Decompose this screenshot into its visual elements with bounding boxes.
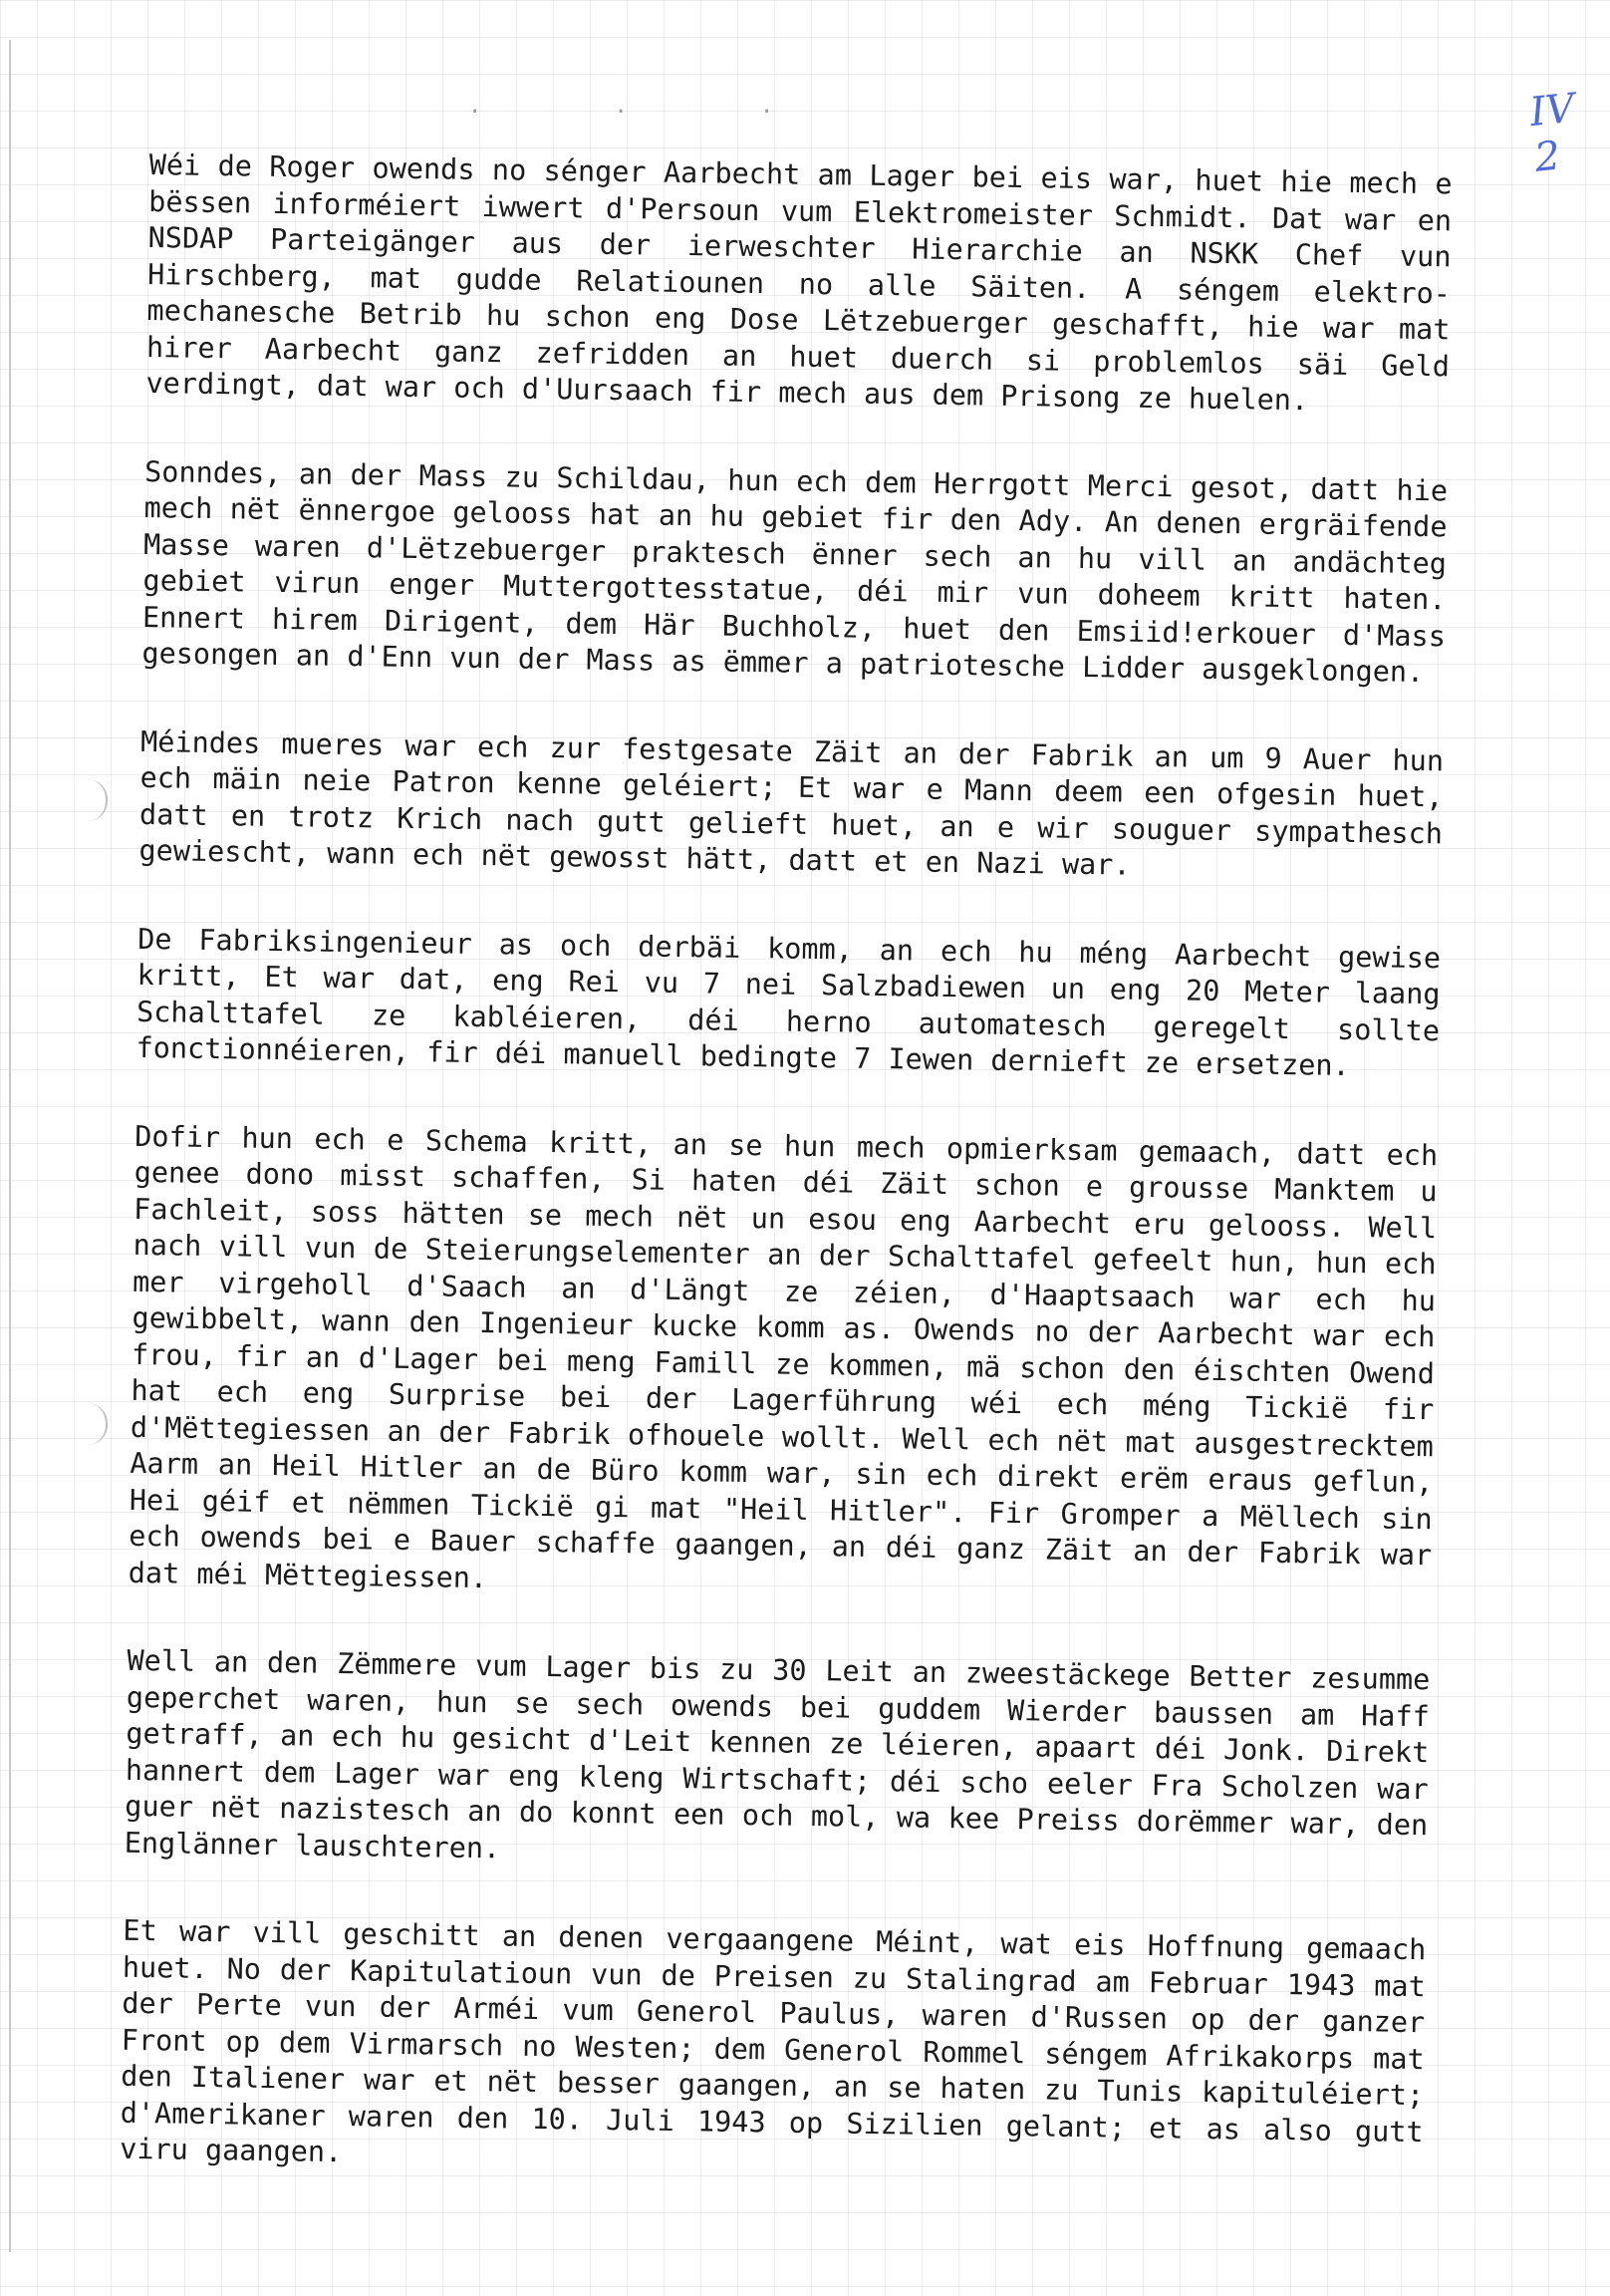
paragraph: Sonndes, an der Mass zu Schildau, hun ech dem Herrgott Merci gesot, datt hie mech nët ënnergoe gelooss hat an hu gebiet fir den Ady. An denen ergräifende Masse waren d'Lëtzebuerger praktesch ënner sech an hu vill an andächteg gebiet virun enger Muttergottesstatue, déi mir vun doheem kritt haten. Ennert hirem Dirigent, dem Här Buchholz, huet den Emsiid!erkouer d'Mass gesongen an d'Enn vun der Mass as ëmmer a patriotesche Lidder ausgeklongen. [141,454,1449,690]
punch-hole-mark [88,779,108,821]
punch-hole-mark [88,1403,108,1445]
document-body [120,147,1453,2187]
page-number: IV 2 [1527,85,1577,181]
paragraph: Dofir hun ech e Schema kritt, an se hun mech opmierksam gemaach, datt ech genee dono misst schaffen, Si haten déi Zäit schon e grousse Manktem u Fachleit, soss hätten se mech nët un esou eng Aarbecht eru gelooss. Well nach vill vun de Steierungselementer an der Schalttafel gefeelt hun, hun ech mer virgeholl d'Saach an d'Längt ze zéien, d'Haaptsaach war ech hu gewibbelt, wann den Ingenieur kucke komm as. Owends no der Aarbecht war ech frou, fir an d'Lager bei meng Famill ze kommen, mä schon den éischten Owend hat ech eng Surprise bei der Lagerführung wéi ech méng Tickië fir d'Mëttegiessen an der Fabrik ofhouele wollt. Well ech nët mat ausgestrecktem Aarm an Heil Hitler an de Büro komm war, sin ech direkt erëm eraus geflun, Hei géif et nëmmen Tickië gi mat "Heil Hitler". Fir Gromper a Mëllech sin ech owends bei e Bauer schaffe gaangen, an déi ganz Zäit an der Fabrik war dat méi Mëttegiessen. [128,1119,1439,1594]
paragraph: Et war vill geschitt an denen vergaangene Méint, wat eis Hoffnung gemaach huet. No der Kapitulatioun vun de Preisen zu Stalingrad am Februar 1943 mat der Perte vun der Arméi vum Generol Paulus, waren d'Russen op der ganzer Front op dem Virmarsch no Westen; dem Generol Rommel séngem Afrikakorps mat den Italiener war et nët besser gaangen, an se haten zu Tunis kapituléiert; d'Amerikaner waren den 10. Juli 1943 op Sizilien gelant; et as also gutt viru gaangen. [119,1913,1427,2169]
paragraph: Wéi de Roger owends no sénger Aarbecht am Lager bei eis war, huet hie mech e bëssen informéiert iwwert d'Persoun vum Elektromeister Schmidt. Dat war en NSDAP Parteigänger aus der ierweschter Hierarchie an NSKK Chef vun Hirschberg, mat gudde Relatiounen no alle Säiten. A séngem elektro-mechanesche Betrib hu schon eng Dose Lëtzebuerger geschafft, hie war mat hirer Aarbecht ganz zefridden an huet duerch si problemlos säi Geld verdingt, dat war och d'Uursaach fir mech aus dem Prisong ze huelen. [145,147,1453,418]
page-left-edge [9,40,11,2252]
header-marks: · · · [468,100,834,125]
paragraph: Méindes mueres war ech zur festgesate Zäit an der Fabrik an um 9 Auer hun ech mäin neie Patron kenne geléiert; Et war e Mann deem een ofgesin huet, datt en trotz Krich nach gutt gelieft huet, an e wir souguer sympathesch gewiescht, wann ech nët gewosst hätt, datt et en Nazi war. [138,724,1445,882]
paragraph: De Fabriksingenieur as och derbäi komm, an ech hu méng Aarbecht gewise kritt, Et war dat, eng Rei vu 7 nei Salzbadiewen un eng 20 Meter laang Schalttafel ze kabléieren, déi herno automatesch geregelt sollte fonctionnéieren, fir déi manuell bedingte 7 Iewen dernieft ze ersetzen. [135,922,1442,1082]
paragraph: Well an den Zëmmere vum Lager bis zu 30 Leit an zweestäckege Better zesumme geperchet waren, hun se sech owends bei guddem Wierder baussen am Haff getraff, an ech hu gesicht d'Leit kennen ze léieren, apaart déi Jonk. Direkt hannert dem Lager war eng kleng Wirtschaft; déi scho eeler Fra Scholzen war guer nët nazistesch an do konnt een och mol, wa kee Preiss dorëmmer war, den Englänner lauschteren. [124,1643,1431,1865]
